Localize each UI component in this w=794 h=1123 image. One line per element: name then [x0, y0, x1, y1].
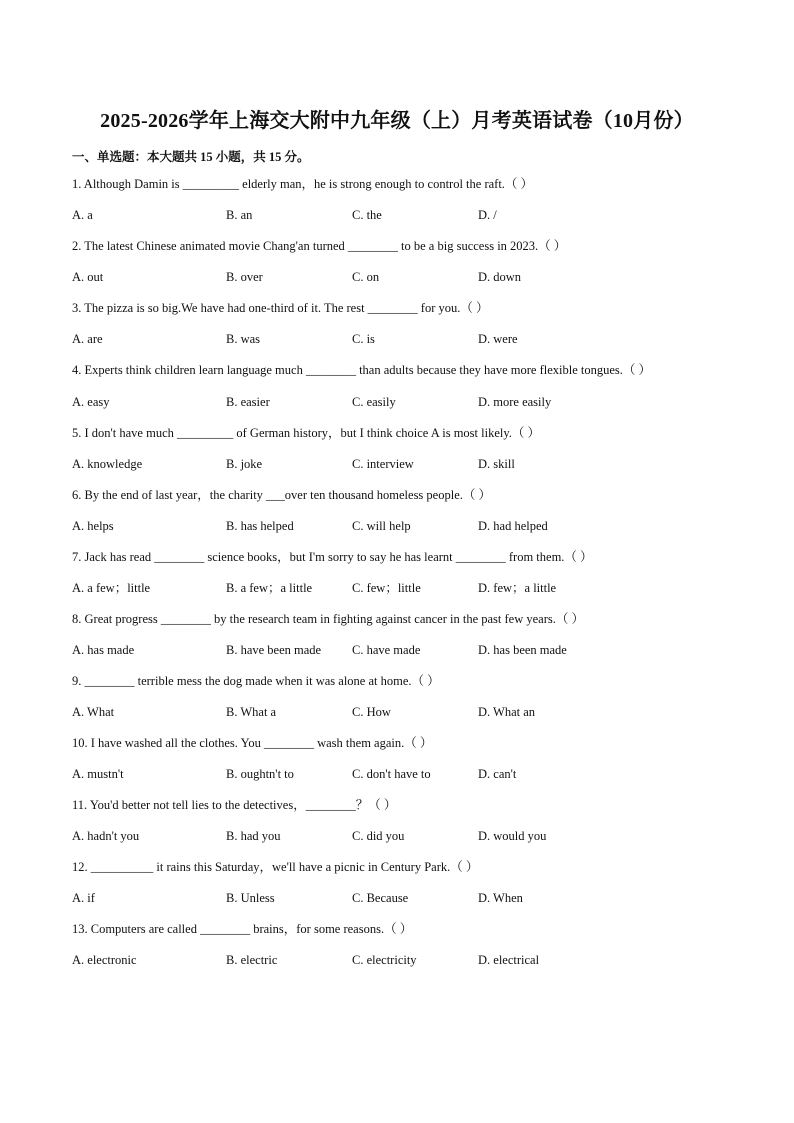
option-row — [72, 329, 722, 349]
option-a[interactable]: A. knowledge — [72, 457, 143, 471]
question-item — [72, 423, 722, 474]
option-a[interactable]: A. mustn't — [72, 767, 124, 781]
question-item — [72, 356, 722, 412]
option-c[interactable]: C. How — [352, 705, 391, 719]
option-c[interactable]: C. the — [352, 208, 382, 222]
option-row — [72, 578, 722, 598]
option-row — [72, 950, 722, 970]
question-stem: 13. Computers are called ________ brains，for some reasons.（ ） — [72, 922, 413, 936]
question-item — [72, 857, 722, 908]
option-a[interactable]: A. out — [72, 270, 104, 284]
option-row — [72, 826, 722, 846]
question-stem: 5. I don't have much _________ of German history，but I think choice A is most likely.（ ） — [72, 426, 541, 440]
question-stem: 12. __________ it rains this Saturday，we'll have a picnic in Century Park.（ ） — [72, 860, 479, 874]
option-d[interactable]: D. were — [478, 332, 518, 346]
option-a[interactable]: A. if — [72, 891, 95, 905]
option-b[interactable]: B. oughtn't to — [226, 767, 294, 781]
option-b[interactable]: B. What a — [226, 705, 277, 719]
option-a[interactable]: A. has made — [72, 643, 135, 657]
option-d[interactable]: D. has been made — [478, 643, 567, 657]
question-stem: 6. By the end of last year，the charity ___over ten thousand homeless people.（ ） — [72, 488, 491, 502]
question-item — [72, 795, 722, 846]
option-c[interactable]: C. have made — [352, 643, 421, 657]
question-stem: 7. Jack has read ________ science books，but I'm sorry to say he has learnt ________ from them.（ ） — [72, 550, 593, 564]
option-c[interactable]: C. Because — [352, 891, 409, 905]
option-b[interactable]: B. over — [226, 270, 263, 284]
option-row — [72, 454, 722, 474]
option-b[interactable]: B. a few；a little — [226, 581, 313, 595]
option-c[interactable]: C. easily — [352, 395, 396, 409]
option-row — [72, 392, 722, 412]
option-a[interactable]: A. are — [72, 332, 103, 346]
option-c[interactable]: C. interview — [352, 457, 414, 471]
option-d[interactable]: D. can't — [478, 767, 517, 781]
option-c[interactable]: C. electricity — [352, 953, 417, 967]
question-item — [72, 671, 722, 722]
option-c[interactable]: C. did you — [352, 829, 405, 843]
question-stem: 1. Although Damin is _________ elderly man，he is strong enough to control the raft.（ ） — [72, 177, 534, 191]
option-b[interactable]: B. was — [226, 332, 261, 346]
question-stem: 11. You'd better not tell lies to the detectives，________？（ ） — [72, 798, 397, 812]
option-row — [72, 640, 722, 660]
option-d[interactable]: D. would you — [478, 829, 547, 843]
option-row — [72, 267, 722, 287]
option-a[interactable]: A. a few；little — [72, 581, 151, 595]
option-c[interactable]: C. few；little — [352, 581, 421, 595]
question-list — [72, 174, 722, 981]
question-item — [72, 609, 722, 660]
option-d[interactable]: D. skill — [478, 457, 515, 471]
option-d[interactable]: D. few；a little — [478, 581, 557, 595]
option-c[interactable]: C. will help — [352, 519, 411, 533]
option-b[interactable]: B. has helped — [226, 519, 294, 533]
option-d[interactable]: D. What an — [478, 705, 536, 719]
option-row — [72, 205, 722, 225]
option-b[interactable]: B. had you — [226, 829, 281, 843]
option-a[interactable]: A. easy — [72, 395, 110, 409]
option-d[interactable]: D. had helped — [478, 519, 548, 533]
option-b[interactable]: B. have been made — [226, 643, 322, 657]
question-item — [72, 298, 722, 349]
option-c[interactable]: C. on — [352, 270, 380, 284]
option-a[interactable]: A. electronic — [72, 953, 137, 967]
question-item — [72, 485, 722, 536]
page-title: 2025-2026学年上海交大附中九年级（上）月考英语试卷（10月份） — [100, 110, 694, 132]
question-stem: 2. The latest Chinese animated movie Chang'an turned ________ to be a big success in 2023.（ ） — [72, 239, 567, 253]
option-row — [72, 888, 722, 908]
option-b[interactable]: B. easier — [226, 395, 270, 409]
option-c[interactable]: C. don't have to — [352, 767, 431, 781]
option-c[interactable]: C. is — [352, 332, 375, 346]
option-a[interactable]: A. helps — [72, 519, 114, 533]
question-stem: 10. I have washed all the clothes. You ________ wash them again.（ ） — [72, 736, 433, 750]
question-stem: 3. The pizza is so big.We have had one-third of it. The rest ________ for you.（ ） — [72, 301, 489, 315]
option-b[interactable]: B. Unless — [226, 891, 275, 905]
question-stem: 4. Experts think children learn language much ________ than adults because they have more flexible tongues.（ ） — [72, 363, 652, 377]
option-b[interactable]: B. an — [226, 208, 253, 222]
question-item — [72, 547, 722, 598]
question-stem: 8. Great progress ________ by the research team in fighting against cancer in the past few years.（ ） — [72, 612, 584, 626]
option-d[interactable]: D. When — [478, 891, 523, 905]
option-d[interactable]: D. down — [478, 270, 522, 284]
option-row — [72, 764, 722, 784]
option-a[interactable]: A. What — [72, 705, 115, 719]
option-b[interactable]: B. joke — [226, 457, 263, 471]
question-item — [72, 919, 722, 970]
option-d[interactable]: D. electrical — [478, 953, 540, 967]
option-row — [72, 516, 722, 536]
question-item — [72, 236, 722, 287]
question-stem: 9. ________ terrible mess the dog made when it was alone at home.（ ） — [72, 674, 440, 688]
option-d[interactable]: D. more easily — [478, 395, 552, 409]
option-row — [72, 702, 722, 722]
option-a[interactable]: A. hadn't you — [72, 829, 140, 843]
option-b[interactable]: B. electric — [226, 953, 278, 967]
question-item — [72, 733, 722, 784]
question-item — [72, 174, 722, 225]
option-d[interactable]: D. / — [478, 208, 497, 222]
section-heading: 一、单选题：本大题共 15 小题，共 15 分。 — [72, 150, 310, 164]
option-a[interactable]: A. a — [72, 208, 93, 222]
